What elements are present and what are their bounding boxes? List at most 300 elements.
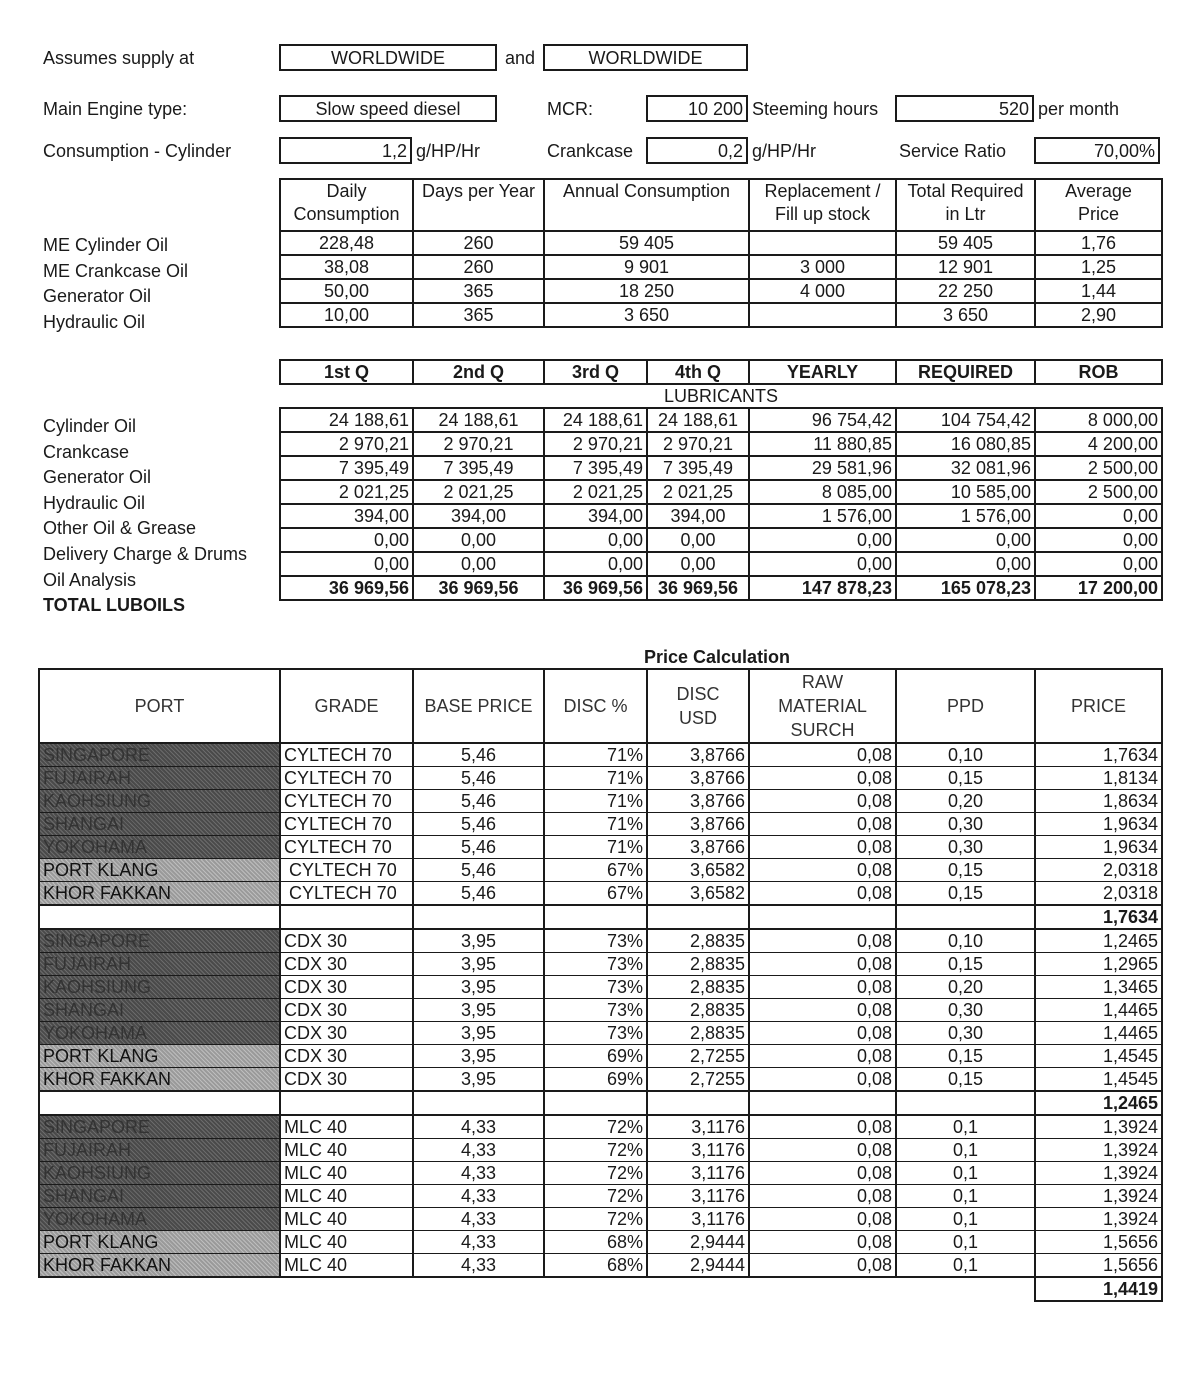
lubricant-cell: 7 395,49 xyxy=(647,456,749,480)
price-cell: 0,08 xyxy=(749,1068,896,1092)
total-cell: 36 969,56 xyxy=(413,576,544,600)
price-cell: 4,33 xyxy=(413,1115,544,1139)
port-cell-fujairah: FUJAIRAH xyxy=(39,953,280,976)
service-ratio-field[interactable]: 70,00% xyxy=(1034,137,1160,164)
price-cell: 0,30 xyxy=(896,836,1035,859)
price-summary-empty-cell xyxy=(280,1091,413,1115)
price-cell: 0,20 xyxy=(896,790,1035,813)
annual-cell: 22 250 xyxy=(896,279,1035,303)
annual-header-text: Consumption xyxy=(293,204,400,224)
annual-cell: 260 xyxy=(413,255,544,279)
price-summary-empty-cell xyxy=(280,1277,413,1301)
price-cell: 0,08 xyxy=(749,743,896,767)
price-header-cell xyxy=(647,669,749,743)
annual-header-cell xyxy=(1035,179,1162,231)
price-summary-row xyxy=(39,1277,1162,1301)
price-cell: 2,7255 xyxy=(647,1045,749,1068)
price-cell: 0,08 xyxy=(749,999,896,1022)
price-summary-empty-cell xyxy=(39,1091,280,1115)
annual-cell: 59 405 xyxy=(896,231,1035,255)
price-cell: 1,7634 xyxy=(1035,743,1162,767)
lubricant-cell: 0,00 xyxy=(544,528,647,552)
port-cell-kaohsiung: KAOHSIUNG xyxy=(39,976,280,999)
price-cell: 3,95 xyxy=(413,953,544,976)
price-calculation-table xyxy=(38,668,1163,1302)
price-cell: 0,08 xyxy=(749,1208,896,1231)
lubricant-label-other-oil-grease: Other Oil & Grease xyxy=(43,518,197,539)
price-cell: 1,4545 xyxy=(1035,1045,1162,1068)
price-cell: 0,08 xyxy=(749,813,896,836)
annual-cell: 1,44 xyxy=(1035,279,1162,303)
annual-header-text: Price xyxy=(1077,204,1119,224)
port-cell-khor-fakkan: KHOR FAKKAN xyxy=(39,1254,280,1278)
price-row xyxy=(39,767,1162,790)
price-summary-row xyxy=(39,905,1162,929)
port-cell-yokohama: YOKOHAMA xyxy=(39,836,280,859)
price-cell: MLC 40 xyxy=(280,1139,413,1162)
price-cell: 3,95 xyxy=(413,976,544,999)
price-cell: 1,3924 xyxy=(1035,1185,1162,1208)
lubricant-cell: 10 585,00 xyxy=(896,480,1035,504)
price-cell: 0,1 xyxy=(896,1162,1035,1185)
annual-cell: 38,08 xyxy=(280,255,413,279)
price-summary-empty-cell xyxy=(413,1091,544,1115)
port-cell-yokohama: YOKOHAMA xyxy=(39,1022,280,1045)
price-cell: 2,0318 xyxy=(1035,859,1162,882)
price-cell: 0,1 xyxy=(896,1208,1035,1231)
annual-row-label-me-cylinder-oil: ME Cylinder Oil xyxy=(43,235,169,255)
total-cell: 165 078,23 xyxy=(896,576,1035,600)
lubricant-cell: 0,00 xyxy=(896,552,1035,576)
supply-from-field[interactable]: WORLDWIDE xyxy=(279,44,497,71)
total-luboils-label: TOTAL LUBOILS xyxy=(43,595,185,616)
price-cell: 1,5656 xyxy=(1035,1231,1162,1254)
price-cell: 72% xyxy=(544,1139,647,1162)
supply-and-label: and xyxy=(505,48,536,68)
price-cell: 0,08 xyxy=(749,953,896,976)
quarter-header-row xyxy=(280,360,1162,384)
price-cell: 3,95 xyxy=(413,1045,544,1068)
price-cell: CDX 30 xyxy=(280,953,413,976)
price-cell: 3,95 xyxy=(413,999,544,1022)
price-cell: CYLTECH 70 xyxy=(280,790,413,813)
price-cell: 3,1176 xyxy=(647,1208,749,1231)
price-cell: 73% xyxy=(544,953,647,976)
lubricant-label-generator-oil: Generator Oil xyxy=(43,467,152,488)
port-cell-singapore: SINGAPORE xyxy=(39,743,280,767)
price-row xyxy=(39,1231,1162,1254)
quarter-header-cell: 1st Q xyxy=(280,360,413,384)
port-cell-singapore: SINGAPORE xyxy=(39,929,280,953)
annual-cell xyxy=(749,231,896,255)
price-header-cell xyxy=(39,669,280,743)
price-header-text: PPD xyxy=(946,696,984,716)
cylinder-unit-label: g/HP/Hr xyxy=(416,141,481,161)
price-summary-empty-cell xyxy=(544,1091,647,1115)
price-cell: CYLTECH 70 xyxy=(280,743,413,767)
price-cell: 72% xyxy=(544,1185,647,1208)
price-header-text: BASE PRICE xyxy=(424,696,533,716)
price-cell: 3,95 xyxy=(413,1022,544,1045)
lubricant-cell: 0,00 xyxy=(544,552,647,576)
per-month-label: per month xyxy=(1038,99,1120,119)
price-summary-empty-cell xyxy=(544,1277,647,1301)
lubricant-cell: 0,00 xyxy=(647,552,749,576)
lubricant-cell: 1 576,00 xyxy=(896,504,1035,528)
price-summary-empty-cell xyxy=(749,905,896,929)
price-cell: 0,08 xyxy=(749,882,896,906)
price-calculation-title: Price Calculation xyxy=(644,647,791,667)
price-cell: 3,1176 xyxy=(647,1185,749,1208)
price-cell: CDX 30 xyxy=(280,999,413,1022)
annual-cell: 3 000 xyxy=(749,255,896,279)
price-row xyxy=(39,813,1162,836)
lubricant-cell: 0,00 xyxy=(896,528,1035,552)
price-row xyxy=(39,1045,1162,1068)
price-cell: CDX 30 xyxy=(280,1045,413,1068)
price-summary-empty-cell xyxy=(749,1091,896,1115)
price-cell: 3,8766 xyxy=(647,767,749,790)
total-cell: 36 969,56 xyxy=(647,576,749,600)
lubricants-subheader-row xyxy=(280,384,1162,408)
price-cell: CYLTECH 70 xyxy=(280,813,413,836)
lubricant-cell: 394,00 xyxy=(280,504,413,528)
annual-header-text: Daily xyxy=(326,181,367,201)
annual-header-text: Total Required xyxy=(907,181,1024,201)
price-row xyxy=(39,1068,1162,1092)
price-cell: 3,8766 xyxy=(647,836,749,859)
annual-header-cell xyxy=(749,179,896,231)
price-header-cell xyxy=(280,669,413,743)
price-cell: 3,6582 xyxy=(647,859,749,882)
lubricant-cell: 2 970,21 xyxy=(544,432,647,456)
price-cell: 71% xyxy=(544,836,647,859)
price-row xyxy=(39,882,1162,906)
consumption-cylinder-label: Consumption - Cylinder xyxy=(43,141,232,161)
lubricant-row xyxy=(280,480,1162,504)
price-cell: 3,95 xyxy=(413,1068,544,1092)
lubricant-cell: 0,00 xyxy=(280,528,413,552)
lubricant-cell: 4 200,00 xyxy=(1035,432,1162,456)
price-row xyxy=(39,743,1162,767)
price-row xyxy=(39,790,1162,813)
price-cell: 5,46 xyxy=(413,882,544,906)
price-cell: 4,33 xyxy=(413,1185,544,1208)
engine-type-label: Main Engine type: xyxy=(43,99,188,119)
price-row xyxy=(39,976,1162,999)
price-cell: 1,3465 xyxy=(1035,976,1162,999)
price-cell: 1,3924 xyxy=(1035,1208,1162,1231)
price-header-cell xyxy=(1035,669,1162,743)
price-cell: 2,8835 xyxy=(647,999,749,1022)
cylinder-consumption-field[interactable]: 1,2 xyxy=(279,137,412,164)
price-cell: 71% xyxy=(544,743,647,767)
lubricant-cell: 2 500,00 xyxy=(1035,456,1162,480)
price-cell: 2,8835 xyxy=(647,1022,749,1045)
lubricant-cell: 7 395,49 xyxy=(544,456,647,480)
price-cell: 3,95 xyxy=(413,929,544,953)
price-header-text: DISC xyxy=(676,684,720,704)
price-cell: 2,7255 xyxy=(647,1068,749,1092)
price-cell: 3,1176 xyxy=(647,1115,749,1139)
price-summary-empty-cell xyxy=(647,1091,749,1115)
price-cell: 5,46 xyxy=(413,790,544,813)
price-header-text: PRICE xyxy=(1070,696,1126,716)
price-cell: 72% xyxy=(544,1162,647,1185)
lubricant-row xyxy=(280,456,1162,480)
price-summary-empty-cell xyxy=(39,905,280,929)
price-row xyxy=(39,859,1162,882)
price-header-cell xyxy=(896,669,1035,743)
annual-cell: 365 xyxy=(413,279,544,303)
port-cell-kaohsiung: KAOHSIUNG xyxy=(39,790,280,813)
annual-row xyxy=(280,255,1162,279)
price-row xyxy=(39,1185,1162,1208)
price-cell: CDX 30 xyxy=(280,929,413,953)
port-cell-yokohama: YOKOHAMA xyxy=(39,1208,280,1231)
annual-cell: 3 650 xyxy=(544,303,749,327)
lubricant-row xyxy=(280,408,1162,432)
annual-header-text: Replacement / xyxy=(764,181,881,201)
price-cell: 2,9444 xyxy=(647,1231,749,1254)
price-summary-row xyxy=(39,1091,1162,1115)
price-cell: 4,33 xyxy=(413,1208,544,1231)
price-cell: 1,3924 xyxy=(1035,1139,1162,1162)
quarter-header-cell: YEARLY xyxy=(749,360,896,384)
annual-header-cell xyxy=(280,179,413,231)
price-cell: 2,8835 xyxy=(647,976,749,999)
price-summary-empty-cell xyxy=(39,1277,280,1301)
annual-cell: 18 250 xyxy=(544,279,749,303)
price-cell: 0,08 xyxy=(749,1254,896,1278)
annual-header-text: Days per Year xyxy=(421,181,536,201)
price-cell: 68% xyxy=(544,1254,647,1278)
price-cell: 0,08 xyxy=(749,1139,896,1162)
price-row xyxy=(39,953,1162,976)
lubricant-row xyxy=(280,504,1162,528)
price-cell: MLC 40 xyxy=(280,1208,413,1231)
price-header-text: USD xyxy=(678,708,717,728)
annual-row-label-me-crankcase-oil: ME Crankcase Oil xyxy=(43,260,189,281)
mcr-label: MCR: xyxy=(547,99,593,119)
lubricant-cell: 7 395,49 xyxy=(413,456,544,480)
price-cell: 5,46 xyxy=(413,859,544,882)
lubricant-label-delivery-charge-drums: Delivery Charge & Drums xyxy=(43,544,248,564)
lubricant-cell: 16 080,85 xyxy=(896,432,1035,456)
price-cell: 5,46 xyxy=(413,813,544,836)
lubricant-cell: 2 500,00 xyxy=(1035,480,1162,504)
price-cell: 1,3924 xyxy=(1035,1115,1162,1139)
price-cell: 71% xyxy=(544,767,647,790)
lubricant-cell: 2 021,25 xyxy=(544,480,647,504)
price-cell: 0,08 xyxy=(749,976,896,999)
price-cell: 73% xyxy=(544,999,647,1022)
lubricant-cell: 0,00 xyxy=(647,528,749,552)
crankcase-label: Crankcase xyxy=(547,141,634,161)
price-summary-empty-cell xyxy=(896,1091,1035,1115)
price-summary-empty-cell xyxy=(544,905,647,929)
annual-header-text: Average xyxy=(1065,181,1132,201)
price-cell: 2,0318 xyxy=(1035,882,1162,906)
price-header-text: SURCH xyxy=(790,720,855,740)
price-cell: 0,08 xyxy=(749,836,896,859)
lubricant-cell: 394,00 xyxy=(647,504,749,528)
price-cell: 3,1176 xyxy=(647,1162,749,1185)
total-cell: 36 969,56 xyxy=(280,576,413,600)
port-cell-khor-fakkan: KHOR FAKKAN xyxy=(39,882,280,906)
lubricant-cell: 2 021,25 xyxy=(647,480,749,504)
price-cell: MLC 40 xyxy=(280,1231,413,1254)
price-cell: 69% xyxy=(544,1068,647,1092)
quarter-header-cell: 2nd Q xyxy=(413,360,544,384)
price-cell: 2,8835 xyxy=(647,953,749,976)
price-cell: 0,15 xyxy=(896,1045,1035,1068)
supply-to-field[interactable]: WORLDWIDE xyxy=(543,44,748,71)
quarterly-lubricants-table xyxy=(279,359,1163,601)
annual-cell: 4 000 xyxy=(749,279,896,303)
price-header-text: DISC % xyxy=(563,696,628,716)
price-cell: 0,1 xyxy=(896,1254,1035,1278)
lubricant-cell: 24 188,61 xyxy=(413,408,544,432)
price-cell: 3,1176 xyxy=(647,1139,749,1162)
lubricant-cell: 2 970,21 xyxy=(280,432,413,456)
price-cell: 0,15 xyxy=(896,1068,1035,1092)
lubricant-cell: 104 754,42 xyxy=(896,408,1035,432)
price-cell: MLC 40 xyxy=(280,1115,413,1139)
annual-row xyxy=(280,279,1162,303)
price-cell: 0,08 xyxy=(749,1045,896,1068)
total-cell: 36 969,56 xyxy=(544,576,647,600)
lubricant-cell: 0,00 xyxy=(1035,528,1162,552)
lubricant-label-hydraulic-oil: Hydraulic Oil xyxy=(43,492,146,513)
port-cell-fujairah: FUJAIRAH xyxy=(39,767,280,790)
price-cell: 67% xyxy=(544,882,647,906)
annual-cell: 10,00 xyxy=(280,303,413,327)
lubricant-cell: 8 085,00 xyxy=(749,480,896,504)
price-cell: CYLTECH 70 xyxy=(280,859,413,882)
lubricant-cell: 7 395,49 xyxy=(280,456,413,480)
crankcase-consumption-field[interactable]: 0,2 xyxy=(646,137,748,164)
lubricant-row xyxy=(280,432,1162,456)
total-cell: 17 200,00 xyxy=(1035,576,1162,600)
supply-label: Assumes supply at xyxy=(43,48,195,68)
quarter-header-cell: 4th Q xyxy=(647,360,749,384)
price-summary-empty-cell xyxy=(896,905,1035,929)
price-summary-empty-cell xyxy=(896,1277,1035,1301)
price-row xyxy=(39,1139,1162,1162)
price-cell: 0,15 xyxy=(896,953,1035,976)
annual-cell xyxy=(749,303,896,327)
price-row xyxy=(39,1208,1162,1231)
price-cell: CDX 30 xyxy=(280,976,413,999)
price-row xyxy=(39,999,1162,1022)
lubricant-cell: 2 970,21 xyxy=(413,432,544,456)
price-cell: 3,6582 xyxy=(647,882,749,906)
price-row xyxy=(39,836,1162,859)
price-cell: CYLTECH 70 xyxy=(280,767,413,790)
annual-cell: 59 405 xyxy=(544,231,749,255)
price-cell: 1,5656 xyxy=(1035,1254,1162,1278)
price-cell: 1,9634 xyxy=(1035,836,1162,859)
price-cell: 3,8766 xyxy=(647,790,749,813)
price-cell: 4,33 xyxy=(413,1139,544,1162)
price-cell: 1,4545 xyxy=(1035,1068,1162,1092)
price-cell: 71% xyxy=(544,790,647,813)
lubricant-cell: 24 188,61 xyxy=(544,408,647,432)
price-header-cell xyxy=(749,669,896,743)
price-cell: 1,9634 xyxy=(1035,813,1162,836)
price-cell: 0,08 xyxy=(749,859,896,882)
port-cell-shangai: SHANGAI xyxy=(39,813,280,836)
price-cell: 0,08 xyxy=(749,1231,896,1254)
price-cell: 0,10 xyxy=(896,743,1035,767)
lubricant-cell: 2 970,21 xyxy=(647,432,749,456)
port-cell-port-klang: PORT KLANG xyxy=(39,859,280,882)
mcr-field[interactable]: 10 200 xyxy=(646,95,748,122)
price-cell: 1,4465 xyxy=(1035,999,1162,1022)
price-cell: 4,33 xyxy=(413,1162,544,1185)
price-cell: 1,8134 xyxy=(1035,767,1162,790)
price-cell: 0,08 xyxy=(749,1022,896,1045)
annual-cell: 3 650 xyxy=(896,303,1035,327)
price-cell: 1,3924 xyxy=(1035,1162,1162,1185)
port-cell-fujairah: FUJAIRAH xyxy=(39,1139,280,1162)
price-header-text: MATERIAL xyxy=(778,696,867,716)
price-cell: 0,30 xyxy=(896,999,1035,1022)
price-header-cell xyxy=(413,669,544,743)
service-ratio-label: Service Ratio xyxy=(899,141,1007,161)
price-cell: 4,33 xyxy=(413,1231,544,1254)
lubricants-subheader: LUBRICANTS xyxy=(663,386,779,406)
engine-type-field[interactable]: Slow speed diesel xyxy=(279,95,497,122)
port-cell-shangai: SHANGAI xyxy=(39,1185,280,1208)
price-cell: 0,1 xyxy=(896,1185,1035,1208)
lubricant-cell: 29 581,96 xyxy=(749,456,896,480)
annual-cell: 1,76 xyxy=(1035,231,1162,255)
price-cell: 0,15 xyxy=(896,767,1035,790)
steeming-hours-field[interactable]: 520 xyxy=(895,95,1034,122)
price-cell: 72% xyxy=(544,1115,647,1139)
lubricant-cell: 0,00 xyxy=(413,552,544,576)
price-cell: 5,46 xyxy=(413,836,544,859)
port-cell-port-klang: PORT KLANG xyxy=(39,1045,280,1068)
price-cell: 0,08 xyxy=(749,1185,896,1208)
crankcase-unit-label: g/HP/Hr xyxy=(752,141,817,161)
lubricant-cell: 0,00 xyxy=(749,528,896,552)
annual-cell: 260 xyxy=(413,231,544,255)
price-cell: 1,8634 xyxy=(1035,790,1162,813)
quarter-header-cell: REQUIRED xyxy=(896,360,1035,384)
quarter-header-cell: ROB xyxy=(1035,360,1162,384)
annual-row-label-generator-oil: Generator Oil xyxy=(43,286,152,307)
price-cell: CDX 30 xyxy=(280,1022,413,1045)
price-header-row xyxy=(39,669,1162,743)
steeming-hours-label: Steeming hours xyxy=(752,99,879,119)
port-cell-singapore: SINGAPORE xyxy=(39,1115,280,1139)
lubricant-cell: 0,00 xyxy=(1035,504,1162,528)
price-cell: 71% xyxy=(544,813,647,836)
annual-header-cell xyxy=(896,179,1035,231)
lubricant-cell: 394,00 xyxy=(413,504,544,528)
price-cell: 67% xyxy=(544,859,647,882)
lubricant-cell: 96 754,42 xyxy=(749,408,896,432)
price-row xyxy=(39,1022,1162,1045)
total-cell: 147 878,23 xyxy=(749,576,896,600)
lubricant-cell: 8 000,00 xyxy=(1035,408,1162,432)
quarter-header-cell: 3rd Q xyxy=(544,360,647,384)
price-cell: 0,08 xyxy=(749,767,896,790)
price-cell: 0,20 xyxy=(896,976,1035,999)
